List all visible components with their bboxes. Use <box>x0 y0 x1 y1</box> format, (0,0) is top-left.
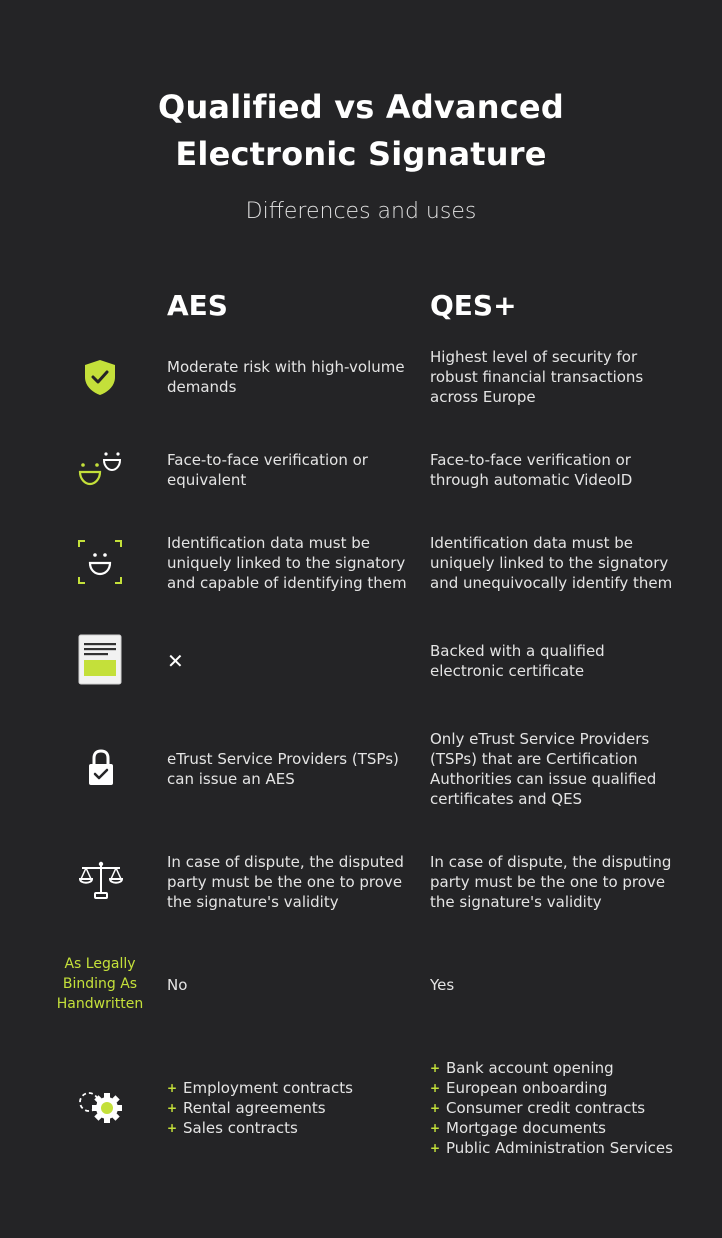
row-identification-qes: Identification data must be uniquely linked to the signatory and unequivocally identify them <box>430 534 673 592</box>
row-verification-aes: Face-to-face verification or equivalent <box>167 451 368 489</box>
row-verification-qes: Face-to-face verification or through automatic VideoID <box>430 451 633 489</box>
row-legal-aes: No <box>167 976 188 994</box>
padlock-check-icon <box>87 749 115 791</box>
list-item: + Bank account opening <box>430 1058 690 1078</box>
column-header-aes: AES <box>167 289 228 322</box>
title-line-2: Electronic Signature <box>175 135 547 173</box>
title-line-1: Qualified vs Advanced <box>158 88 564 126</box>
row-security-qes: Highest level of security for robust financial transactions across Europe <box>430 348 644 406</box>
shield-check-icon <box>82 358 118 400</box>
list-item: + Mortgage documents <box>430 1118 690 1138</box>
face-to-face-icon <box>78 450 124 492</box>
list-item: + Sales contracts <box>167 1118 412 1138</box>
list-item: + Rental agreements <box>167 1098 412 1118</box>
list-item: + Consumer credit contracts <box>430 1098 690 1118</box>
face-scan-icon <box>77 539 123 589</box>
scales-icon <box>78 859 124 905</box>
row-providers-qes: Only eTrust Service Providers (TSPs) that are Certification Authorities can issue qualified certificates and QES <box>430 730 657 808</box>
row-certificate-aes-cross: ✕ <box>167 649 184 673</box>
column-header-qes: QES+ <box>430 289 517 322</box>
row-identification-aes: Identification data must be uniquely linked to the signatory and capable of identifying them <box>167 534 407 592</box>
row-uses-aes-list <box>167 1078 412 1138</box>
list-item: + Employment contracts <box>167 1078 412 1098</box>
gears-icon <box>77 1088 125 1128</box>
list-item: + Public Administration Services <box>430 1138 690 1158</box>
row-dispute-aes: In case of dispute, the disputed party must be the one to prove the signature's validity <box>167 853 404 911</box>
page-subtitle: Differences and uses <box>245 199 477 224</box>
row-legal-qes: Yes <box>430 976 455 994</box>
list-item: + European onboarding <box>430 1078 690 1098</box>
row-certificate-qes: Backed with a qualified electronic certificate <box>430 642 605 680</box>
row-security-aes: Moderate risk with high-volume demands <box>167 358 405 396</box>
page-title <box>0 84 722 178</box>
row-uses-qes-list <box>430 1058 690 1158</box>
row-providers-aes: eTrust Service Providers (TSPs) can issue an AES <box>167 750 399 788</box>
certificate-icon <box>78 634 122 690</box>
row-legal-label: As Legally Binding As Handwritten <box>56 956 144 1012</box>
row-dispute-qes: In case of dispute, the disputing party must be the one to prove the signature's validity <box>430 853 672 911</box>
